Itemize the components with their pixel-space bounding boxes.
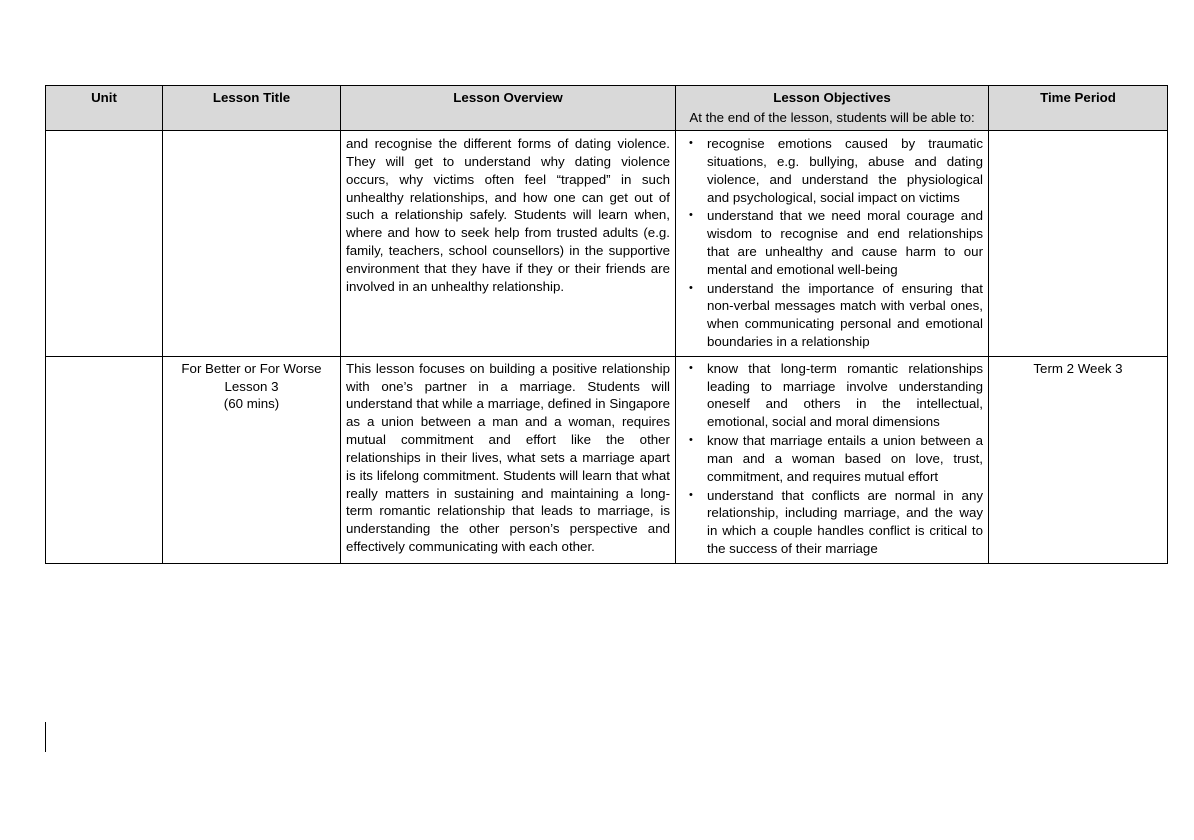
bullet-icon: • [689, 137, 693, 150]
column-header-lesson-objectives-title: Lesson Objectives [773, 90, 891, 105]
objective-text: recognise emotions caused by traumatic situations, e.g. bullying, abuse and dating violence, and understand the physiological and psychological, social impact on victims [707, 136, 983, 205]
header-row [46, 86, 1168, 131]
list-item [681, 280, 983, 351]
table-row [46, 131, 1168, 357]
lesson-title-line: Lesson 3 [224, 378, 279, 394]
lesson-title-line: (60 mins) [223, 396, 280, 412]
cell-lesson-overview [341, 131, 676, 357]
objective-text: understand the importance of ensuring that non-verbal messages match with verbal ones, when communicating personal and emotional boundaries in a relationship [707, 280, 983, 350]
bullet-icon: • [689, 361, 693, 374]
objective-text: know that marriage entails a union between a man and a woman based on love, trust, commitment, and requires mutual effort [707, 433, 983, 484]
objectives-list [681, 360, 983, 558]
table-row [46, 356, 1168, 563]
bullet-icon: • [689, 209, 693, 222]
lesson-plan-table-container [45, 85, 1167, 564]
objectives-list [681, 135, 983, 351]
table-left-border-continuation [45, 722, 46, 752]
cell-time-period [989, 131, 1168, 357]
column-header-lesson-overview: Lesson Overview [341, 86, 676, 131]
cell-lesson-title [163, 356, 341, 563]
bullet-icon: • [689, 281, 693, 294]
list-item [681, 432, 983, 485]
lesson-overview-text: This lesson focuses on building a positive relationship with one’s partner in a marriage. Students will understand that while a marriage, defined in Singapore as a union between a man and a woman, requires mutual commitment and effort like the other relationships in their lives, what sets a marriage apart is its lifelong commitment. Students will learn that what really matters in sustaining and maintaining a long-term romantic relationship that leads to marriage, is understanding the other person’s perspective and effectively communicating with each other. [346, 360, 670, 554]
bullet-icon: • [689, 488, 693, 501]
cell-lesson-overview [341, 356, 676, 563]
lesson-plan-table [45, 85, 1168, 564]
cell-lesson-title [163, 131, 341, 357]
column-header-unit: Unit [46, 86, 163, 131]
list-item [681, 360, 983, 431]
cell-lesson-objectives [676, 131, 989, 357]
lesson-overview-text: and recognise the different forms of dating violence. They will get to understand why dating violence occurs, why victims often feel “trapped” in such unhealthy relationships, and how one can get out of such a relationship safely. Students will learn when, where and how to seek help from trusted adults (e.g. family, teachers, school counsellors) in the supportive environment that they have if they or their friends are involved in an unhealthy relationship. [346, 136, 670, 294]
list-item [681, 135, 983, 206]
column-header-time-period: Time Period [989, 86, 1168, 131]
table-header [46, 86, 1168, 131]
list-item [681, 207, 983, 278]
column-header-lesson-objectives-subtitle: At the end of the lesson, students will be able to: [689, 109, 975, 125]
column-header-lesson-title: Lesson Title [163, 86, 341, 131]
objective-text: understand that conflicts are normal in any relationship, including marriage, and the way in which a couple handles conflict is critical to the success of their marriage [707, 487, 983, 556]
lesson-title-line: For Better or For Worse [181, 360, 322, 376]
cell-unit [46, 356, 163, 563]
objective-text: understand that we need moral courage and wisdom to recognise and end relationships that are unhealthy and cause harm to our mental and emotional well-being [707, 208, 983, 277]
list-item [681, 487, 983, 558]
cell-lesson-objectives [676, 356, 989, 563]
column-header-lesson-objectives [676, 86, 989, 131]
objective-text: know that long-term romantic relationships leading to marriage involve understanding oneself and others in the intellectual, emotional, social and moral dimensions [707, 360, 983, 430]
cell-unit [46, 131, 163, 357]
table-body [46, 131, 1168, 564]
bullet-icon: • [689, 434, 693, 447]
cell-time-period: Term 2 Week 3 [989, 356, 1168, 563]
